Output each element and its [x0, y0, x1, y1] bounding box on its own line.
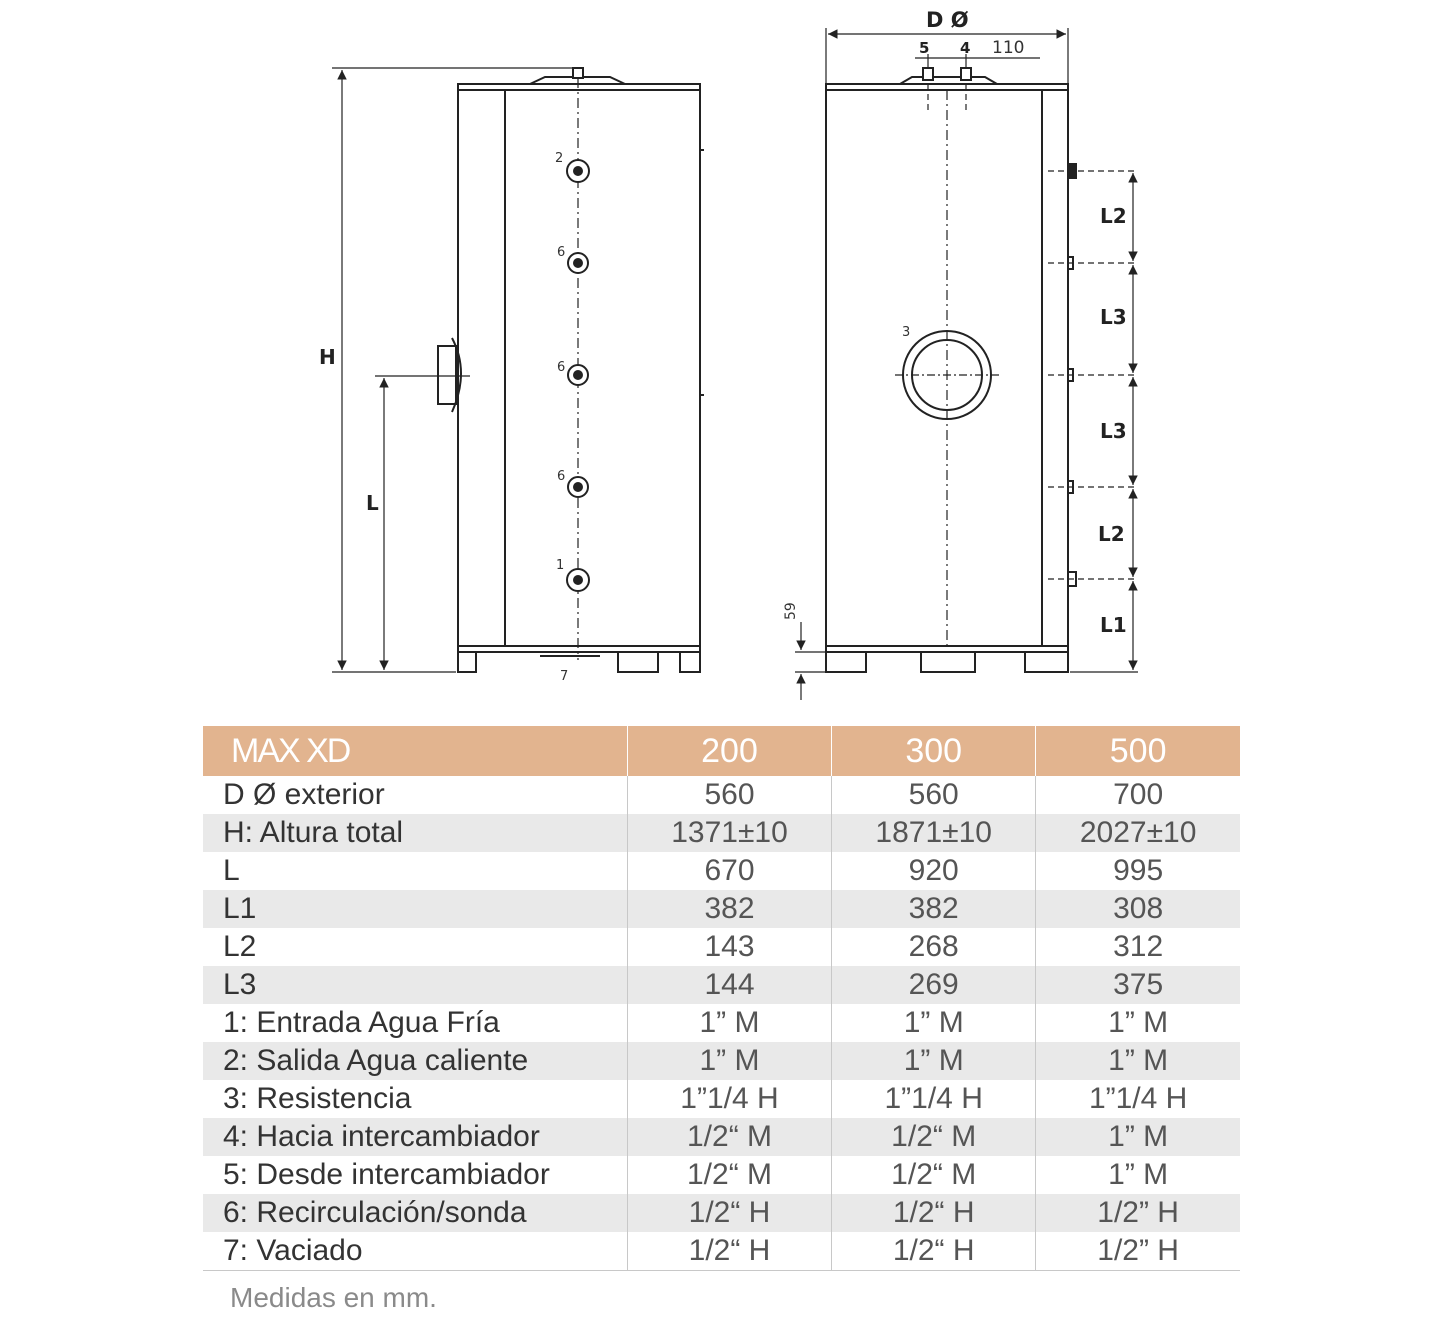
conn-label-1: 1 — [556, 558, 565, 573]
footnote: Medidas en mm. — [230, 1282, 437, 1313]
conn-label-6b: 6 — [557, 360, 566, 375]
table-cell: 1/2“ M — [627, 1156, 831, 1194]
connection-2-icon — [567, 160, 589, 182]
table-cell: 1” M — [627, 1042, 831, 1080]
table-row — [203, 890, 1240, 928]
table-row — [203, 776, 1240, 814]
conn-label-6c: 6 — [557, 469, 566, 484]
row-label: 1: Entrada Agua Fría — [223, 1006, 500, 1039]
table-row — [203, 1042, 1240, 1080]
connection-6a-icon — [568, 253, 588, 273]
table-cell: 1” M — [1036, 1042, 1240, 1080]
conn-label-2: 2 — [555, 151, 564, 166]
table-cell: 1” M — [627, 1004, 831, 1042]
top-connection-4-label: 4 — [960, 39, 971, 57]
height-label: H — [319, 345, 336, 369]
conn-label-6a: 6 — [557, 245, 566, 260]
row-label: 5: Desde intercambiador — [223, 1158, 550, 1191]
row-label: L1 — [203, 890, 627, 928]
table-cell: 1” M — [832, 1004, 1036, 1042]
row-label: D Ø exterior — [223, 778, 385, 811]
table-row — [203, 1004, 1240, 1042]
connection-5-icon — [923, 68, 933, 80]
model-header: MAX XD — [203, 726, 627, 776]
table-cell: 1871±10 — [832, 814, 1036, 852]
table-row — [203, 1232, 1240, 1271]
table-row — [203, 1194, 1240, 1232]
table-cell: 1/2“ M — [832, 1156, 1036, 1194]
right-tank-body — [826, 84, 1068, 652]
table-cell: 2027±10 — [1036, 814, 1240, 852]
conn-label-7: 7 — [560, 669, 569, 684]
connection-6c-icon — [568, 477, 588, 497]
col-header-200: 200 — [627, 726, 831, 776]
table-cell: 269 — [832, 966, 1036, 1004]
row-label: 4: Hacia intercambiador — [203, 1118, 627, 1156]
table-cell: 1/2“ M — [627, 1118, 831, 1156]
table-cell: 1/2“ M — [832, 1118, 1036, 1156]
connection-4-icon — [961, 68, 971, 80]
connection-6b-icon — [568, 365, 588, 385]
row-label: H: Altura total — [203, 814, 627, 852]
table-cell: 1/2“ H — [832, 1232, 1036, 1271]
connection-1-icon — [567, 569, 589, 591]
side-dim-l2-bottom: L2 — [1098, 522, 1125, 546]
table-cell: 560 — [832, 776, 1036, 814]
table-cell: 143 — [627, 928, 831, 966]
row-label: L2 — [223, 930, 257, 963]
table-cell: 1/2“ H — [832, 1194, 1036, 1232]
table-cell: 1/2“ H — [627, 1232, 831, 1271]
table-cell: 1/2“ H — [627, 1194, 831, 1232]
side-dim-l3-upper: L3 — [1100, 305, 1127, 329]
table-cell: 382 — [832, 890, 1036, 928]
table-cell: 375 — [1036, 966, 1240, 1004]
table-cell: 1”1/4 H — [1036, 1080, 1240, 1118]
table-cell: 1” M — [832, 1042, 1036, 1080]
row-label: 6: Recirculación/sonda — [203, 1194, 627, 1232]
base-height-label: 59 — [783, 602, 799, 620]
table-cell: 700 — [1036, 776, 1240, 814]
diameter-label: D Ø — [926, 8, 969, 32]
side-dim-l1: L1 — [1100, 613, 1127, 637]
table-row — [203, 852, 1240, 890]
table-cell: 995 — [1036, 852, 1240, 890]
table-cell: 1/2” H — [1036, 1194, 1240, 1232]
table-row — [203, 1080, 1240, 1118]
offset-label: 110 — [992, 38, 1025, 58]
table-cell: 1”1/4 H — [627, 1080, 831, 1118]
table-row — [203, 928, 1240, 966]
table-cell: 670 — [627, 852, 831, 890]
table-row — [203, 1118, 1240, 1156]
table-cell: 312 — [1036, 928, 1240, 966]
top-connection-5-label: 5 — [919, 39, 930, 57]
table-cell: 1”1/4 H — [832, 1080, 1036, 1118]
table-cell: 1” M — [1036, 1156, 1240, 1194]
col-header-500: 500 — [1036, 726, 1240, 776]
row-label: L — [223, 854, 240, 887]
table-cell: 308 — [1036, 890, 1240, 928]
row-label: L3 — [203, 966, 627, 1004]
table-cell: 560 — [627, 776, 831, 814]
left-view — [332, 68, 704, 672]
table-cell: 1/2” H — [1036, 1232, 1240, 1271]
row-label: 3: Resistencia — [223, 1082, 412, 1115]
table-row — [203, 814, 1240, 852]
table-header-row — [203, 726, 1240, 776]
resistance-label: 3 — [902, 325, 911, 340]
table-cell: 144 — [627, 966, 831, 1004]
row-label: 7: Vaciado — [203, 1232, 627, 1271]
table-cell: 1” M — [1036, 1118, 1240, 1156]
spec-table — [203, 726, 1240, 1271]
table-row — [203, 1156, 1240, 1194]
right-view — [795, 28, 1138, 700]
table-body — [203, 776, 1240, 1271]
side-dim-l2-top: L2 — [1100, 204, 1127, 228]
side-dim-l3-lower: L3 — [1100, 419, 1127, 443]
table-cell: 920 — [832, 852, 1036, 890]
table-row — [203, 966, 1240, 1004]
table-cell: 382 — [627, 890, 831, 928]
table-cell: 1371±10 — [627, 814, 831, 852]
row-label: 2: Salida Agua caliente — [203, 1042, 627, 1080]
col-header-300: 300 — [832, 726, 1036, 776]
left-side-flange — [438, 346, 456, 404]
table-cell: 268 — [832, 928, 1036, 966]
length-label: L — [366, 491, 379, 515]
table-cell: 1” M — [1036, 1004, 1240, 1042]
